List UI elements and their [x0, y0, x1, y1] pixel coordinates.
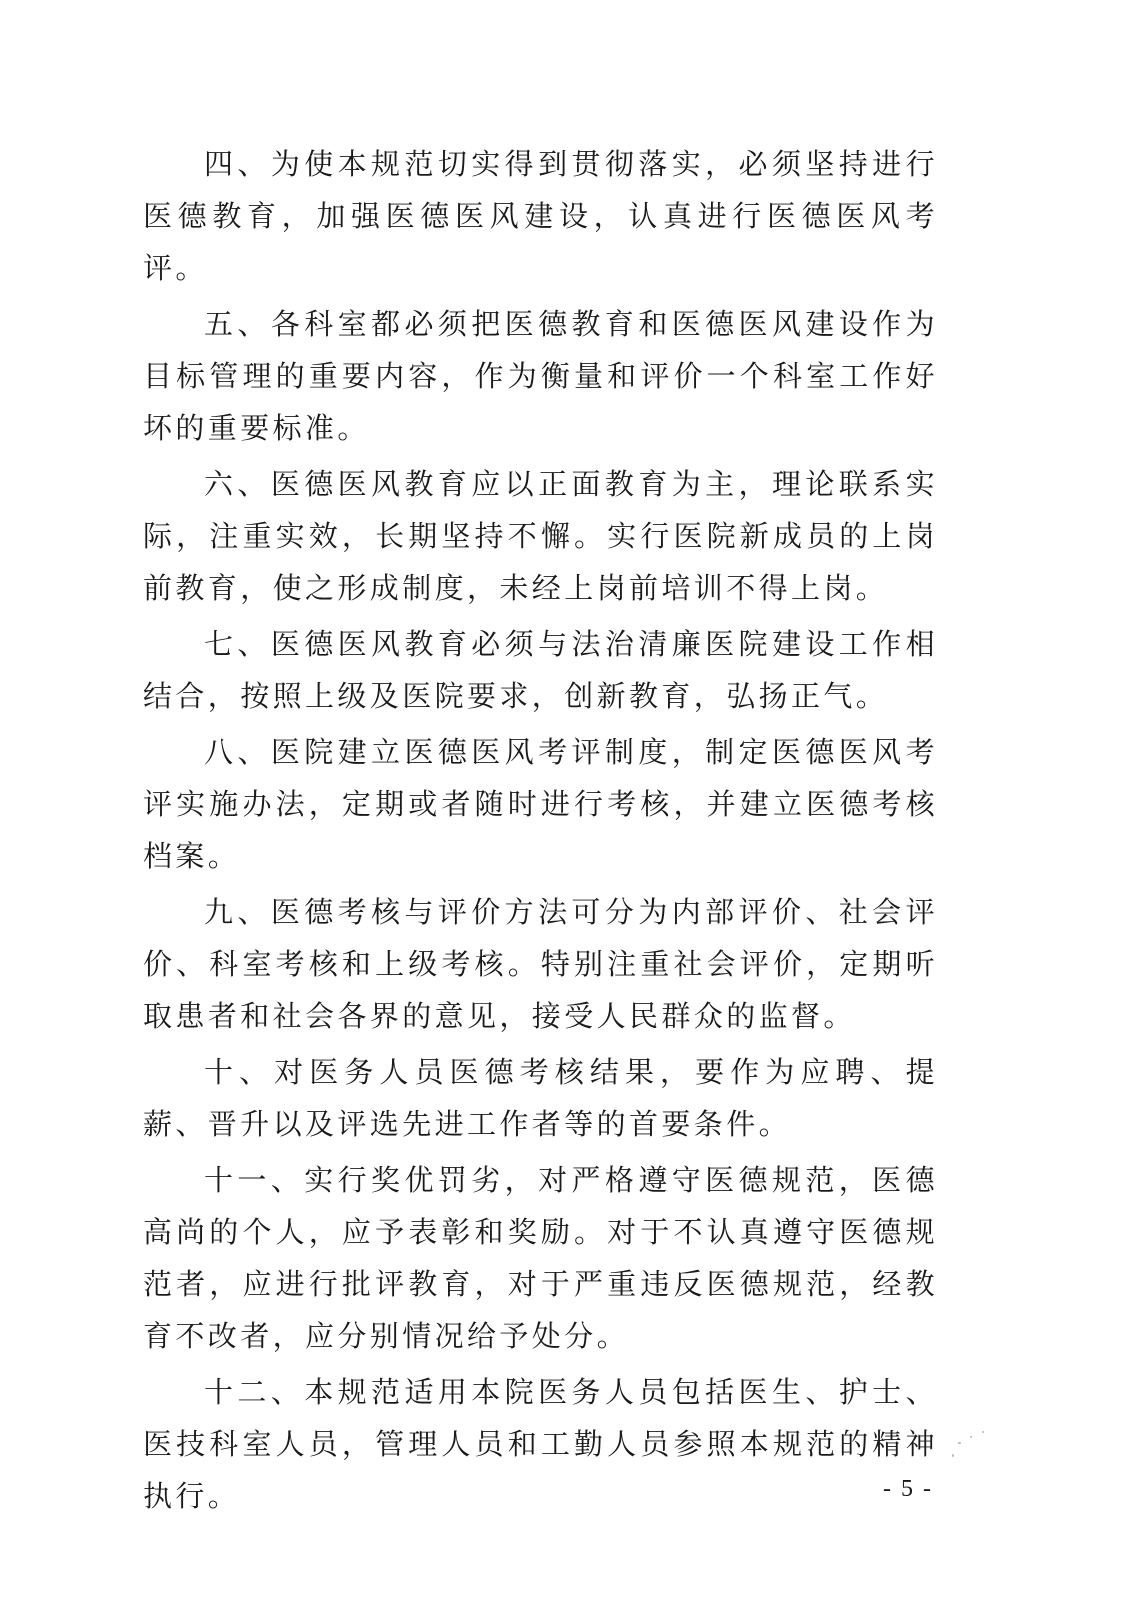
article-6-paragraph: 六、医德医风教育应以正面教育为主，理论联系实际，注重实效，长期坚持不懈。实行医院新成员的上岗前教育，使之形成制度，未经上岗前培训不得上岗。 [143, 467, 938, 605]
article-11-paragraph: 十一、实行奖优罚劣，对严格遵守医德规范，医德高尚的个人，应予表彰和奖励。对于不认真遵守医德规范者，应进行批评教育，对于严重违反医德规范，经教育不改者，应分别情况给予处分。 [143, 1163, 938, 1353]
page-number: - 5 - [883, 1476, 933, 1502]
scan-speck [970, 1436, 972, 1438]
article-4-paragraph: 四、为使本规范切实得到贯彻落实，必须坚持进行医德教育，加强医德医风建设，认真进行医德医风考评。 [143, 147, 938, 285]
article-5-paragraph: 五、各科室都必须把医德教育和医德医风建设作为目标管理的重要内容，作为衡量和评价一个科室工作好坏的重要标准。 [143, 307, 938, 445]
article-7-paragraph: 七、医德医风教育必须与法治清廉医院建设工作相结合，按照上级及医院要求，创新教育，弘扬正气。 [143, 627, 938, 713]
article-8-paragraph: 八、医院建立医德医风考评制度，制定医德医风考评实施办法，定期或者随时进行考核，并建立医德考核档案。 [143, 735, 938, 873]
scan-speck [958, 1442, 961, 1444]
article-12-paragraph: 十二、本规范适用本院医务人员包括医生、护士、医技科室人员，管理人员和工勤人员参照本规范的精神执行。 [143, 1375, 938, 1513]
scan-speck [982, 1431, 984, 1433]
article-9-paragraph: 九、医德考核与评价方法可分为内部评价、社会评价、科室考核和上级考核。特别注重社会评价，定期听取患者和社会各界的意见，接受人民群众的监督。 [143, 895, 938, 1033]
document-body [143, 138, 938, 1526]
scan-speck [952, 1454, 954, 1457]
article-10-paragraph: 十、对医务人员医德考核结果，要作为应聘、提薪、晋升以及评选先进工作者等的首要条件。 [143, 1055, 938, 1141]
